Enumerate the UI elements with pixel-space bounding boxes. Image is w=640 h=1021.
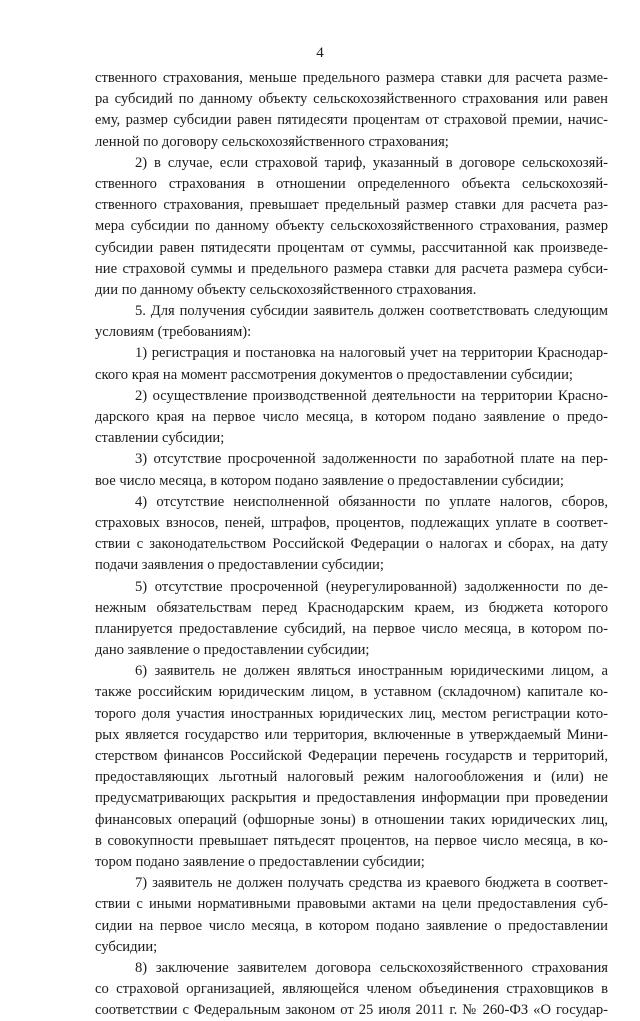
page-number: 4 — [316, 45, 324, 61]
text-line: 5) отсутствие просроченной (неурегулированной) задолженности по де- — [135, 578, 608, 595]
text-line: мера субсидии по данному объекту сельскохозяйственного страхования, размер — [95, 218, 608, 235]
text-line: ственного страхования в отношении определенного объекта сельскохозяй- — [95, 175, 608, 192]
text-line: 6) заявитель не должен являться иностранным юридическими лицом, а — [135, 663, 608, 680]
text-line: рых является государство или территория, включенные в утверждаемый Мини- — [95, 726, 608, 743]
text-line: 2) осуществление производственной деятельности на территории Красно- — [135, 387, 608, 404]
text-line: ра субсидий по данному объекту сельскохозяйственного страхования или равен — [95, 91, 608, 108]
text-line: тором подано заявление о предоставлении субсидии; — [95, 853, 425, 870]
text-line: стерством финансов Российской Федерации перечень государств и территорий, — [95, 748, 608, 764]
text-line: также российским юридическим лицом, в уставном (складочном) капитале ко- — [95, 684, 608, 701]
text-line: 5. Для получения субсидии заявитель должен соответствовать следующим — [135, 303, 608, 320]
text-line: сидии на первое число месяца, в котором подано заявление о предоставлении — [95, 917, 608, 934]
text-line: ствии с законодательством Российской Федерации о налогах и сборах, на дату — [95, 536, 608, 553]
document-body — [95, 68, 608, 1021]
text-line: нежным обязательствам перед Краснодарским краем, из бюджета которого — [95, 599, 608, 616]
text-line: предоставляющих льготный налоговый режим налогообложения и (или) не — [95, 769, 608, 786]
text-line: ственного страхования, меньше предельного размера ставки для расчета разме- — [95, 70, 608, 86]
text-line: ственного страхования, превышает предельный размер ставки для расчета раз- — [95, 197, 608, 214]
text-line: страховых взносов, пеней, штрафов, процентов, подлежащих уплате в соответ- — [95, 514, 608, 531]
text-line: 7) заявитель не должен получать средства из краевого бюджета в соответ- — [135, 875, 608, 892]
text-line: 1) регистрация и постановка на налоговый учет на территории Краснодар- — [135, 345, 608, 362]
text-line: дарского края на первое число месяца, в котором подано заявление о предо- — [95, 409, 608, 425]
text-line: 2) в случае, если страховой тариф, указанный в договоре сельскохозяй- — [135, 154, 608, 171]
text-line: ствии с иными нормативными правовыми актами на цели предоставления суб- — [95, 896, 608, 913]
text-line: ленной по договору сельскохозяйственного страхования; — [95, 133, 449, 150]
text-line: ние страховой суммы и предельного размера ставки для расчета размера субси- — [95, 260, 608, 277]
text-line: подачи заявления о предоставлении субсидии; — [95, 557, 384, 574]
text-line: финансовых операций (офшорные зоны) в отношении таких юридических лиц, — [95, 811, 608, 828]
text-line: 4) отсутствие неисполненной обязанности по уплате налогов, сборов, — [135, 493, 608, 510]
text-line: ставлении субсидии; — [95, 430, 225, 447]
text-line: ского края на момент рассмотрения документов о предоставлении субсидии; — [95, 366, 573, 383]
text-line: 8) заключение заявителем договора сельскохозяйственного страхования — [135, 959, 608, 976]
text-line: субсидии равен пятидесяти процентам от суммы, рассчитанной как произведе- — [95, 239, 608, 256]
text-line: торого доля участия иностранных юридических лиц, местом регистрации кото- — [95, 705, 608, 722]
text-line: планируется предоставление субсидий, на первое число месяца, в котором по- — [95, 620, 608, 637]
text-line: субсидии; — [95, 938, 158, 955]
text-line: условиям (требованиям): — [95, 324, 252, 341]
text-line: в совокупности превышает пятьдесят процентов, на первое число месяца, в ко- — [95, 832, 608, 849]
text-line: ему, размер субсидии равен пятидесяти процентам от страховой премии, начис- — [95, 112, 608, 129]
text-line: со страховой организацией, являющейся членом объединения страховщиков в — [95, 981, 608, 998]
text-line: соответствии с Федеральным законом от 25 июля 2011 г. № 260-ФЗ «О государ- — [95, 1002, 608, 1019]
text-line: вое число месяца, в котором подано заявление о предоставлении субсидии; — [95, 472, 564, 489]
text-line: предусматривающих раскрытия и предоставления информации при проведении — [95, 790, 608, 807]
text-line: 3) отсутствие просроченной задолженности по заработной плате на пер- — [135, 451, 608, 468]
text-line: дано заявление о предоставлении субсидии; — [95, 642, 370, 659]
text-line: дии по данному объекту сельскохозяйственного страхования. — [95, 281, 477, 298]
